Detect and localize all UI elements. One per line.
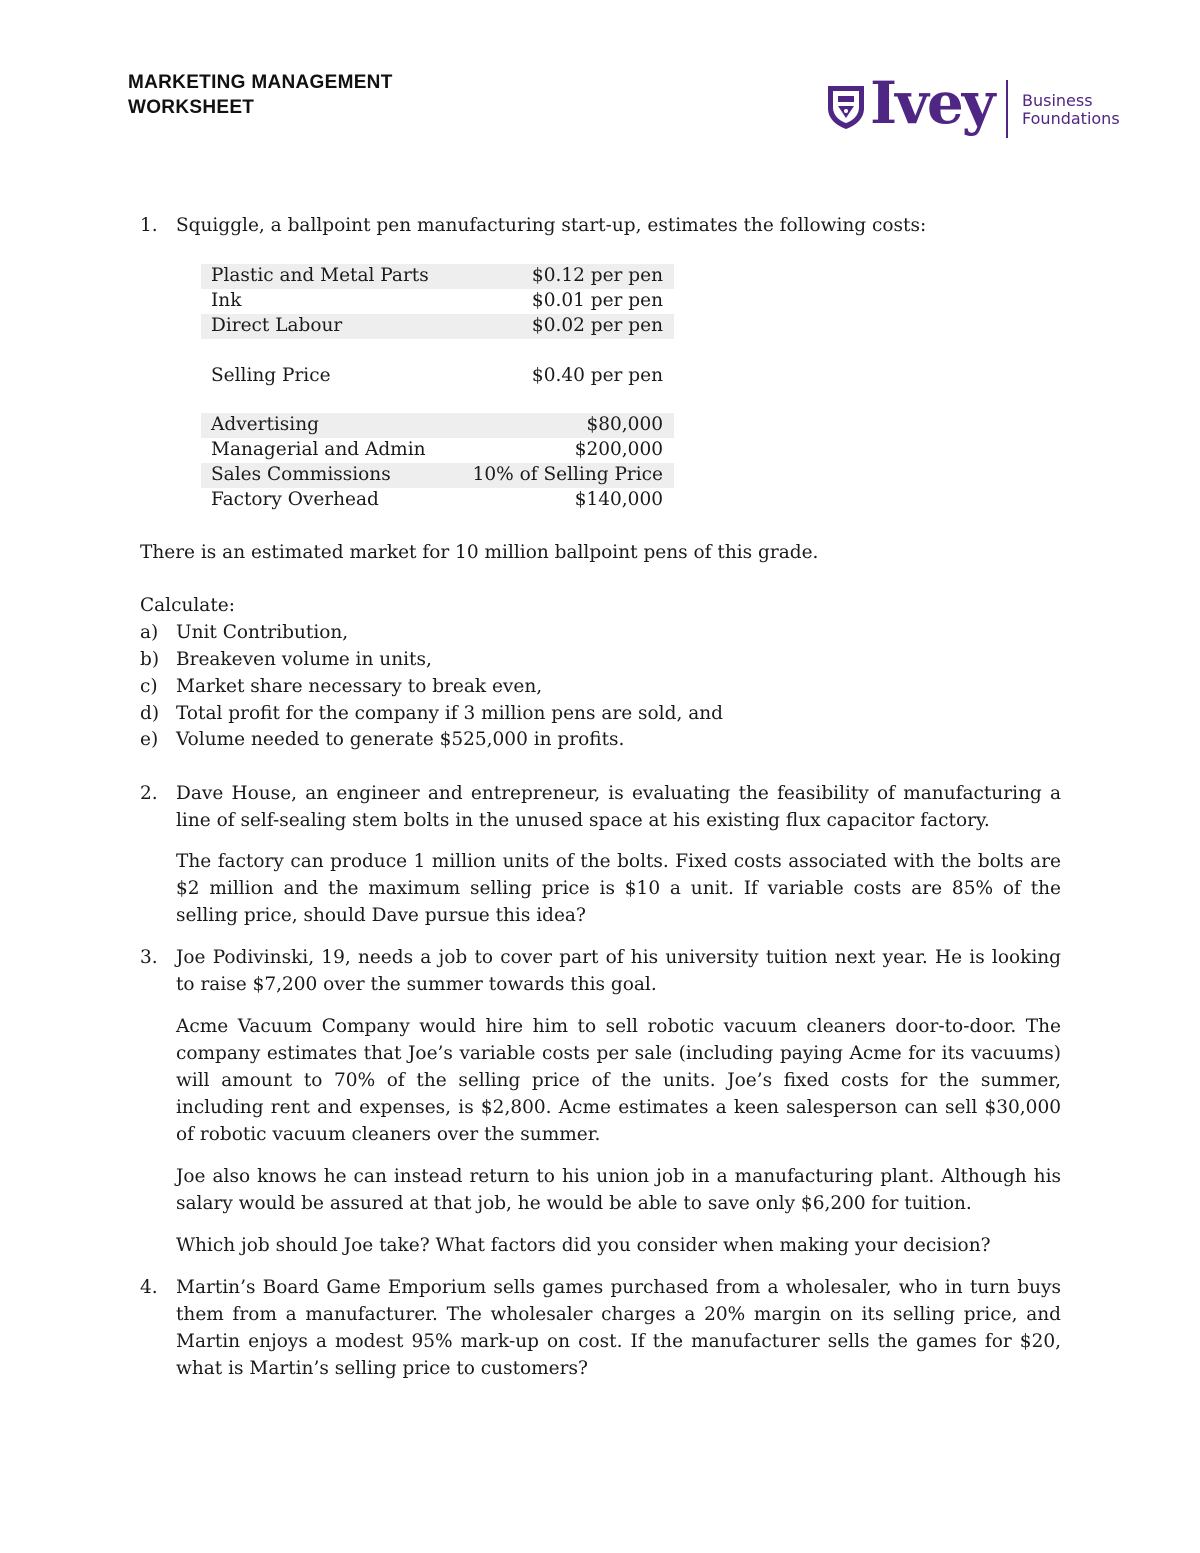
question-3-paragraph-4: Which job should Joe take? What factors did you consider when making your decision?: [176, 1235, 991, 1256]
cost-row: [201, 413, 674, 438]
document-title: [128, 70, 393, 120]
question-2-paragraph-2: The factory can produce 1 million units of the bolts. Fixed costs associated with the bolts are $2 million and the maximum selling price is $10 a unit. If variable costs are 85% of the selling price, should Dave pursue this idea?: [176, 851, 1061, 926]
list-letter: d): [140, 703, 160, 724]
cost-row: [201, 289, 674, 314]
list-text: Breakeven volume in units,: [176, 649, 432, 670]
cost-value: 10% of Selling Price: [472, 464, 663, 485]
title-line-2: WORKSHEET: [128, 97, 255, 118]
cost-value: $0.01 per pen: [531, 290, 663, 311]
cost-label: Factory Overhead: [211, 489, 379, 510]
question-1-intro: Squiggle, a ballpoint pen manufacturing start-up, estimates the following costs:: [176, 215, 927, 236]
cost-value: $0.02 per pen: [531, 315, 663, 336]
market-note: There is an estimated market for 10 million ballpoint pens of this grade.: [140, 542, 819, 563]
list-letter: c): [140, 676, 158, 697]
list-text: Unit Contribution,: [176, 622, 349, 643]
cost-label: Ink: [211, 290, 242, 311]
cost-label: Managerial and Admin: [211, 439, 426, 460]
cost-value: $200,000: [574, 439, 663, 460]
cost-row: [201, 438, 674, 463]
question-2-paragraph-1: Dave House, an engineer and entrepreneur, is evaluating the feasibility of manufacturing a line of self-sealing stem bolts in the unused space at his existing flux capacitor factory.: [176, 783, 1061, 831]
cost-row: [201, 364, 674, 389]
cost-label: Direct Labour: [211, 315, 343, 336]
question-4-paragraph-1: Martin’s Board Game Emporium sells games purchased from a wholesaler, who in turn buys them from a manufacturer. The wholesaler charges a 20% margin on its selling price, and Martin enjoys a modest 95% mark-up on cost. If the manufacturer sells the games for $20, what is Martin’s selling price to customers?: [176, 1277, 1061, 1379]
cost-row: [201, 264, 674, 289]
logo-wordmark: Ivey: [870, 69, 994, 137]
list-text: Total profit for the company if 3 million pens are sold, and: [176, 703, 723, 724]
list-letter: e): [140, 729, 159, 750]
cost-row: [201, 488, 674, 513]
cost-label: Plastic and Metal Parts: [211, 265, 429, 286]
question-2-number: 2.: [140, 783, 158, 804]
logo-tagline: [1022, 92, 1120, 128]
cost-row: [201, 314, 674, 339]
question-3-paragraph-3: Joe also knows he can instead return to his union job in a manufacturing plant. Although his salary would be assured at that job, he would be able to save only $6,200 for tuition.: [176, 1166, 1061, 1214]
logo-divider: [1006, 80, 1008, 138]
cost-label: Selling Price: [211, 365, 331, 386]
title-line-1: MARKETING MANAGEMENT: [128, 72, 393, 93]
cost-value: $0.12 per pen: [531, 265, 663, 286]
question-3-paragraph-1: Joe Podivinski, 19, needs a job to cover part of his university tuition next year. He is looking to raise $7,200 over the summer towards this goal.: [176, 947, 1061, 995]
list-letter: a): [140, 622, 159, 643]
cost-label: Advertising: [211, 414, 319, 435]
cost-value: $140,000: [574, 489, 663, 510]
list-letter: b): [140, 649, 160, 670]
logo-tag-line-1: Business: [1022, 91, 1093, 110]
calculate-label: Calculate:: [140, 595, 235, 616]
list-text: Market share necessary to break even,: [176, 676, 543, 697]
cost-row: [201, 463, 674, 488]
logo-tag-line-2: Foundations: [1022, 109, 1120, 128]
question-4-number: 4.: [140, 1277, 158, 1298]
cost-value: $0.40 per pen: [531, 365, 663, 386]
cost-label: Sales Commissions: [211, 464, 391, 485]
question-3-number: 3.: [140, 947, 158, 968]
question-3-paragraph-2: Acme Vacuum Company would hire him to sell robotic vacuum cleaners door-to-door. The company estimates that Joe’s variable costs per sale (including paying Acme for its vacuums) will amount to 70% of the selling price of the units. Joe’s fixed costs for the summer, including rent and expenses, is $2,800. Acme estimates a keen salesperson can sell $30,000 of robotic vacuum cleaners over the summer.: [176, 1016, 1061, 1145]
crest-icon: [826, 82, 866, 130]
list-text: Volume needed to generate $525,000 in profits.: [176, 729, 625, 750]
ivey-logo: [826, 69, 1126, 142]
question-1-number: 1.: [140, 215, 158, 236]
cost-value: $80,000: [586, 414, 663, 435]
